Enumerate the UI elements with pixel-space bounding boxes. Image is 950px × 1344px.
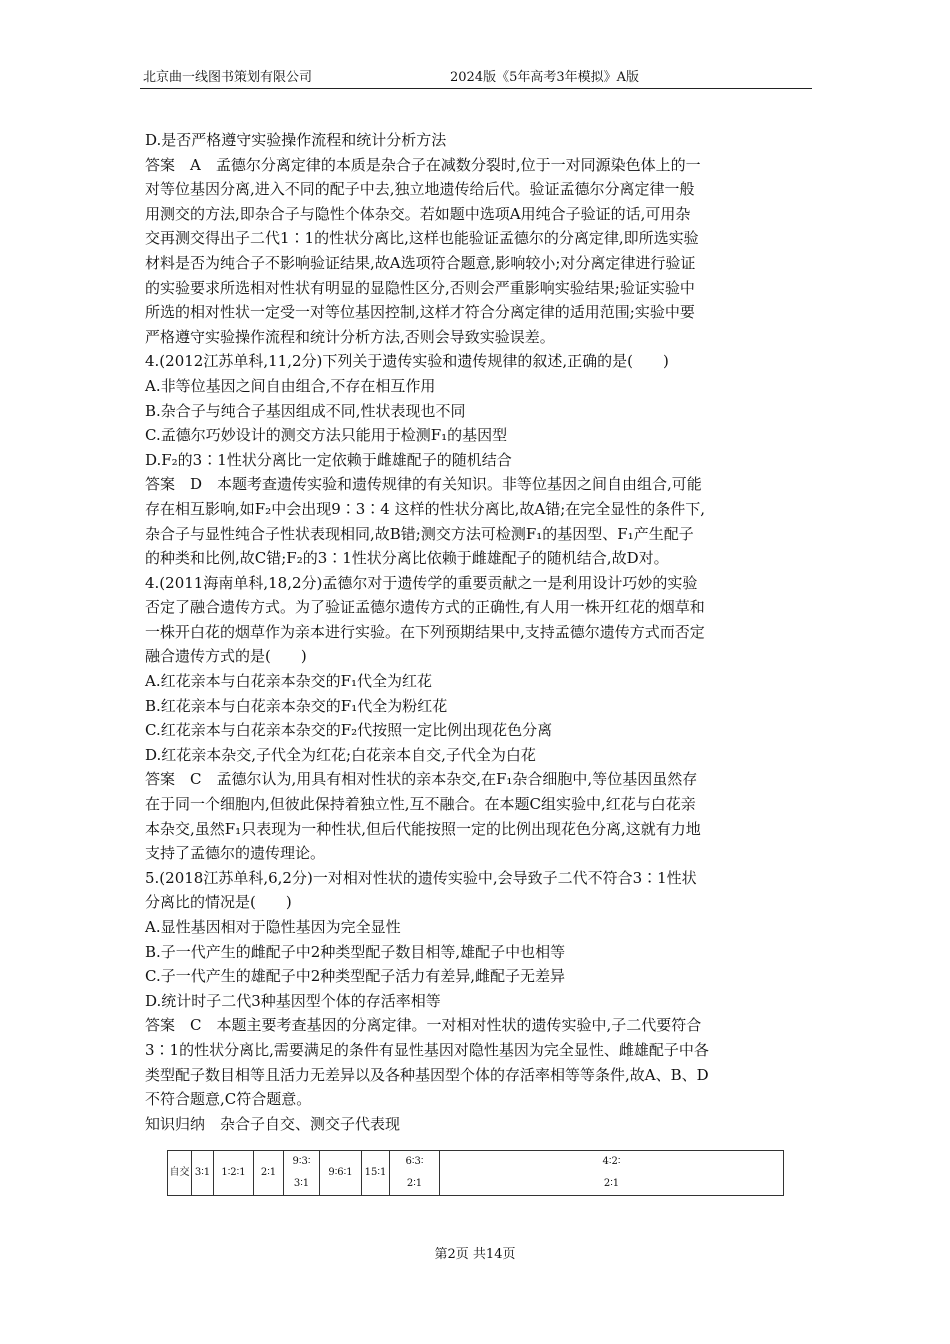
option-b: B.子一代产生的雌配子中2种类型配子数目相等,雄配子中也相等 xyxy=(145,942,566,961)
option-a: A.显性基因相对于隐性基因为完全显性 xyxy=(145,918,401,936)
text-line: 对等位基因分离,进入不同的配子中去,独立地遗传给后代。验证孟德尔分离定律一般 xyxy=(145,180,695,199)
option-d: D.统计时子二代3种基因型个体的存活率相等 xyxy=(145,991,441,1010)
answer-line: 答案 C 孟德尔认为,用具有相对性状的亲本杂交,在F₁杂合细胞中,等位基因虽然存 xyxy=(145,770,698,789)
summary-table xyxy=(167,1150,784,1196)
page-number: 第2页 共14页 xyxy=(434,1247,516,1262)
table-row xyxy=(168,1151,784,1196)
table-cell: 6∶3∶ 2∶1 xyxy=(390,1151,440,1196)
text-line: 分离比的情况是( ) xyxy=(145,893,292,912)
text-line: 支持了孟德尔的遗传理论。 xyxy=(145,844,326,863)
table-cell: 4∶2∶ 2∶1 xyxy=(440,1151,784,1196)
text-line: 答案 A 孟德尔分离定律的本质是杂合子在减数分裂时,位于一对同源染色体上的一 xyxy=(145,155,701,174)
text-line: 不符合题意,C符合题意。 xyxy=(145,1090,312,1109)
text-line: 用测交的方法,即杂合子与隐性个体杂交。若如题中选项A用纯合子验证的话,可用杂 xyxy=(145,204,691,223)
option-b: B.红花亲本与白花亲本杂交的F₁代全为粉红花 xyxy=(145,696,448,715)
header-divider xyxy=(140,88,812,89)
table-cell: 9∶3∶ 3∶1 xyxy=(284,1151,320,1196)
text-line: 杂合子与显性纯合子性状表现相同,故B错;测交方法可检测F₁的基因型、F₁产生配子 xyxy=(145,524,694,543)
question-stem: 4.(2012江苏单科,11,2分)下列关于遗传实验和遗传规律的叙述,正确的是( ) xyxy=(145,352,669,371)
table-cell: 3∶1 xyxy=(192,1151,214,1196)
table-cell: 15∶1 xyxy=(362,1151,390,1196)
knowledge-summary-title: 知识归纳 杂合子自交、测交子代表现 xyxy=(145,1114,401,1133)
text-line: 存在相互影响,如F₂中会出现9∶3∶4 这样的性状分离比,故A错;在完全显性的条件下, xyxy=(145,499,706,518)
text-line: 的种类和比例,故C错;F₂的3∶1性状分离比依赖于雌雄配子的随机结合,故D对。 xyxy=(145,549,669,568)
text-line: 3∶1的性状分离比,需要满足的条件有显性基因对隐性基因为完全显性、雌雄配子中各 xyxy=(145,1040,709,1059)
option-b: B.杂合子与纯合子基因组成不同,性状表现也不同 xyxy=(145,401,466,420)
text-line: 材料是否为纯合子不影响验证结果,故A选项符合题意,影响较小;对分离定律进行验证 xyxy=(145,253,696,272)
option-d: D.F₂的3∶1性状分离比一定依赖于雌雄配子的随机结合 xyxy=(145,450,512,469)
text-line: 在于同一个细胞内,但彼此保持着独立性,互不融合。在本题C组实验中,红花与白花亲 xyxy=(145,795,696,814)
option-c: C.孟德尔巧妙设计的测交方法只能用于检测F₁的基因型 xyxy=(145,426,508,445)
option-c: C.子一代产生的雄配子中2种类型配子活力有差异,雌配子无差异 xyxy=(145,967,566,986)
document-body xyxy=(145,128,815,1136)
text-line: 交再测交得出子二代1∶1的性状分离比,这样也能验证孟德尔的分离定律,即所选实验 xyxy=(145,229,699,248)
option-c: C.红花亲本与白花亲本杂交的F₂代按照一定比例出现花色分离 xyxy=(145,721,553,740)
table-cell-label: 自交 xyxy=(168,1151,192,1196)
text-line: 的实验要求所选相对性状有明显的显隐性区分,否则会严重影响实验结果;验证实验中 xyxy=(145,278,695,297)
question-stem: 5.(2018江苏单科,6,2分)一对相对性状的遗传实验中,会导致子二代不符合3∶1性状 xyxy=(145,868,697,887)
question-stem: 4.(2011海南单科,18,2分)孟德尔对于遗传学的重要贡献之一是利用设计巧妙的实验 xyxy=(145,573,698,592)
answer-line: 答案 D 本题考查遗传实验和遗传规律的有关知识。非等位基因之间自由组合,可能 xyxy=(145,475,702,494)
book-title: 2024版《5年高考3年模拟》A版 xyxy=(450,70,640,85)
table-cell: 9∶6∶1 xyxy=(320,1151,362,1196)
table-cell: 2∶1 xyxy=(254,1151,284,1196)
answer-line: 答案 C 本题主要考查基因的分离定律。一对相对性状的遗传实验中,子二代要符合 xyxy=(145,1016,702,1035)
text-line: 本杂交,虽然F₁只表现为一种性状,但后代能按照一定的比例出现花色分离,这就有力地 xyxy=(145,819,701,838)
text-line: 所选的相对性状一定受一对等位基因控制,这样才符合分离定律的适用范围;实验中要 xyxy=(145,303,695,322)
table-cell: 1∶2∶1 xyxy=(214,1151,254,1196)
page-header xyxy=(140,64,812,88)
option-a: A.红花亲本与白花亲本杂交的F₁代全为红花 xyxy=(145,672,433,691)
option-d: D.红花亲本杂交,子代全为红花;白花亲本自交,子代全为白花 xyxy=(145,745,536,764)
text-line: 类型配子数目相等且活力无差异以及各种基因型个体的存活率相等等条件,故A、B、D xyxy=(145,1065,709,1084)
publisher-name: 北京曲一线图书策划有限公司 xyxy=(143,70,313,85)
option-a: A.非等位基因之间自由组合,不存在相互作用 xyxy=(145,376,436,395)
text-line: 否定了融合遗传方式。为了验证孟德尔遗传方式的正确性,有人用一株开红花的烟草和 xyxy=(145,598,705,617)
text-line: 一株开白花的烟草作为亲本进行实验。在下列预期结果中,支持孟德尔遗传方式而否定 xyxy=(145,622,705,641)
text-line: 严格遵守实验操作流程和统计分析方法,否则会导致实验误差。 xyxy=(145,327,555,346)
text-line: D.是否严格遵守实验操作流程和统计分析方法 xyxy=(145,131,447,149)
text-line: 融合遗传方式的是( ) xyxy=(145,647,307,666)
